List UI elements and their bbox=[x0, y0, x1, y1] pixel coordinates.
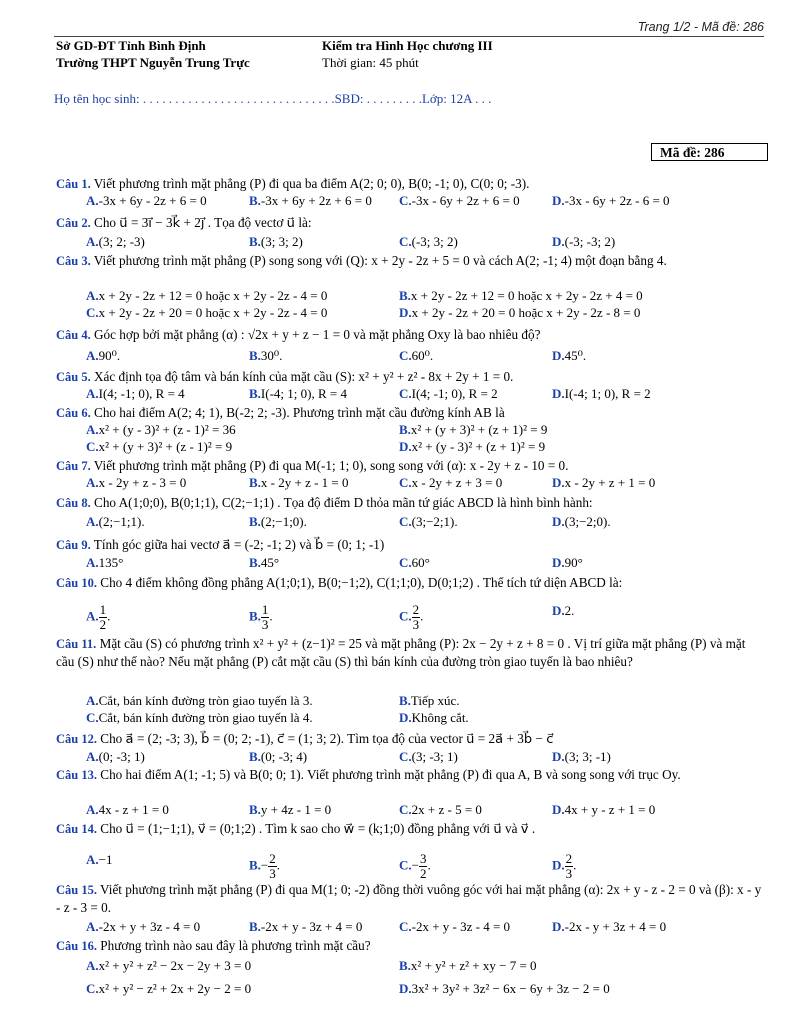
option-b[interactable] bbox=[249, 603, 273, 632]
option-letter: A. bbox=[86, 288, 99, 303]
student-info-line: Họ tên học sinh: . . . . . . . . . . . . . . . . . . . . . . . . . . . . . .SBD: . . . . . . . . .Lớp: 12A . . . bbox=[54, 91, 492, 106]
option-text: x² + y² + z² − 2x − 2y + 3 = 0 bbox=[98, 958, 252, 973]
header-rule bbox=[54, 36, 764, 37]
option-c[interactable] bbox=[399, 386, 498, 402]
option-letter: C. bbox=[399, 555, 412, 570]
option-letter: C. bbox=[86, 981, 99, 996]
option-text: 4x + y - z + 1 = 0 bbox=[564, 802, 656, 817]
option-d[interactable] bbox=[552, 234, 615, 250]
option-text: (0; -3; 1) bbox=[98, 749, 145, 764]
question-number: Câu 11. bbox=[56, 637, 97, 651]
question-14 bbox=[56, 820, 766, 838]
option-c[interactable] bbox=[86, 305, 327, 321]
option-letter: D. bbox=[552, 514, 565, 529]
option-letter: D. bbox=[552, 749, 565, 764]
option-a[interactable] bbox=[86, 288, 327, 304]
denominator: 2 bbox=[99, 617, 107, 632]
fraction bbox=[565, 851, 577, 881]
question-1 bbox=[56, 175, 766, 193]
fraction bbox=[268, 852, 277, 881]
option-text: 2x + z - 5 = 0 bbox=[411, 802, 482, 817]
option-d[interactable] bbox=[552, 386, 651, 402]
numerator: 2 bbox=[269, 851, 276, 866]
option-letter: D. bbox=[399, 981, 412, 996]
fraction-dot: . bbox=[573, 857, 577, 873]
option-letter: A. bbox=[86, 475, 99, 490]
question-number: Câu 12. bbox=[56, 732, 97, 746]
option-c[interactable] bbox=[399, 475, 502, 491]
option-letter: B. bbox=[249, 919, 261, 934]
option-letter: A. bbox=[86, 234, 99, 249]
option-letter: A. bbox=[86, 386, 99, 401]
question-text: Mặt cầu (S) có phương trình x² + y² + (z−1)² = 25 và mặt phẳng (P): 2x − 2y + z + 8 = 0 . Vị trí giữa mặt phẳng (P) và mặt cầu (S) như thế nào? Nếu mặt phẳng (P) cắt mặt cầu (S) thì bán kính của đường tròn giao tuyến là bao nhiêu? bbox=[56, 636, 746, 669]
option-letter: C. bbox=[399, 475, 412, 490]
option-letter: B. bbox=[249, 386, 261, 401]
option-letter: B. bbox=[249, 514, 261, 529]
question-text: Góc hợp bởi mặt phẳng (α) : √2x + y + z − 1 = 0 và mặt phẳng Oxy là bao nhiêu độ? bbox=[94, 327, 541, 342]
option-letter: A. bbox=[86, 958, 99, 973]
option-a[interactable] bbox=[86, 386, 185, 402]
option-text: x² + (y + 3)² + (z + 1)² = 9 bbox=[410, 422, 548, 437]
option-text: Cắt, bán kính đường tròn giao tuyến là 4. bbox=[98, 710, 313, 725]
option-d[interactable] bbox=[552, 919, 666, 935]
option-letter: C. bbox=[399, 802, 412, 817]
denominator: 3 bbox=[269, 866, 276, 881]
answer-options bbox=[86, 981, 766, 998]
option-text: 3x² + 3y² + 3z² − 6x − 6y + 3z − 2 = 0 bbox=[411, 981, 610, 996]
option-letter: D. bbox=[552, 555, 565, 570]
option-text: 45⁰. bbox=[564, 348, 587, 363]
option-text: 90° bbox=[564, 555, 583, 570]
fraction-dot: . bbox=[107, 608, 111, 624]
option-text: x + 2y - 2z + 20 = 0 hoặc x + 2y - 2z - 4 = 0 bbox=[98, 305, 328, 320]
answer-options bbox=[86, 234, 766, 251]
option-letter: C. bbox=[86, 439, 99, 454]
option-text: I(4; -1; 0), R = 2 bbox=[411, 386, 498, 401]
exam-code-box: Mã đề: 286 bbox=[651, 143, 768, 161]
option-letter: D. bbox=[552, 919, 565, 934]
option-letter: B. bbox=[249, 193, 261, 208]
option-d[interactable] bbox=[552, 555, 583, 571]
question-number: Câu 15. bbox=[56, 883, 97, 897]
question-number: Câu 3. bbox=[56, 254, 91, 268]
option-letter: B. bbox=[249, 555, 261, 570]
answer-options bbox=[86, 958, 766, 975]
question-text: Xác định tọa độ tâm và bán kính của mặt cầu (S): x² + y² + z² - 8x + 2y + 1 = 0. bbox=[94, 369, 514, 384]
question-text: Cho u⃗ = 3i⃗ − 3k⃗ + 2j⃗ . Tọa độ vectơ u⃗ là: bbox=[94, 215, 312, 230]
option-b[interactable] bbox=[399, 693, 460, 709]
option-d[interactable] bbox=[399, 439, 545, 455]
option-text: x - 2y + z + 1 = 0 bbox=[564, 475, 656, 490]
question-16 bbox=[56, 937, 766, 955]
option-text: 30⁰. bbox=[260, 348, 283, 363]
question-2 bbox=[56, 214, 766, 232]
option-text: I(-4; 1; 0), R = 2 bbox=[564, 386, 651, 401]
option-text: x - 2y + z - 3 = 0 bbox=[98, 475, 187, 490]
question-text: Viết phương trình mặt phẳng (P) song song với (Q): x + 2y - 2z + 5 = 0 và cách A(2; -1; 4) một đoạn bằng 4. bbox=[93, 253, 667, 268]
option-a[interactable] bbox=[86, 555, 123, 571]
option-text: (3; 2; -3) bbox=[98, 234, 145, 249]
exam-title: Kiểm tra Hình Học chương III bbox=[322, 38, 493, 53]
question-text: Cho A(1;0;0), B(0;1;1), C(2;−1;1) . Tọa độ điểm D thỏa mãn tứ giác ABCD là hình bình hành: bbox=[94, 495, 593, 510]
option-a[interactable] bbox=[86, 693, 313, 709]
fraction-dot: . bbox=[276, 857, 281, 873]
option-letter: B. bbox=[399, 958, 411, 973]
option-letter: A. bbox=[86, 608, 99, 624]
option-c[interactable] bbox=[399, 749, 458, 765]
option-letter: D. bbox=[552, 603, 565, 618]
option-letter: B. bbox=[399, 288, 411, 303]
question-10 bbox=[56, 574, 766, 592]
option-letter: C. bbox=[86, 710, 99, 725]
option-text: Tiếp xúc. bbox=[410, 693, 460, 708]
option-sign: − bbox=[260, 857, 269, 873]
question-13 bbox=[56, 766, 766, 784]
option-letter: C. bbox=[399, 919, 412, 934]
option-letter: B. bbox=[249, 857, 261, 873]
option-letter: A. bbox=[86, 555, 99, 570]
option-text: 2. bbox=[564, 603, 575, 618]
answer-options bbox=[86, 386, 766, 403]
option-b[interactable] bbox=[249, 555, 279, 571]
question-text: Viết phương trình mặt phẳng (P) đi qua M(-1; 1; 0), song song với (α): x - 2y + z - 10 = 0. bbox=[93, 458, 569, 473]
option-letter: B. bbox=[249, 348, 261, 363]
answer-options bbox=[86, 555, 766, 572]
option-letter: D. bbox=[399, 439, 412, 454]
option-a[interactable] bbox=[86, 475, 186, 491]
option-text: (3;−2;1). bbox=[411, 514, 458, 529]
exam-duration: Thời gian: 45 phút bbox=[322, 55, 419, 70]
option-letter: C. bbox=[399, 193, 412, 208]
fraction bbox=[412, 602, 424, 632]
option-b[interactable] bbox=[399, 422, 547, 438]
option-text: -2x + y + 3z - 4 = 0 bbox=[98, 919, 201, 934]
option-letter: A. bbox=[86, 802, 99, 817]
question-number: Câu 16. bbox=[56, 939, 97, 953]
option-d[interactable] bbox=[399, 305, 640, 321]
question-number: Câu 2. bbox=[56, 216, 91, 230]
option-letter: D. bbox=[552, 348, 565, 363]
option-text: (3; 3; -1) bbox=[564, 749, 611, 764]
option-letter: B. bbox=[399, 693, 411, 708]
option-text: 60⁰. bbox=[411, 348, 434, 363]
option-d[interactable] bbox=[552, 475, 655, 491]
option-c[interactable] bbox=[86, 439, 232, 455]
option-letter: C. bbox=[86, 305, 99, 320]
option-c[interactable] bbox=[399, 802, 482, 818]
option-letter: A. bbox=[86, 852, 99, 867]
option-c[interactable] bbox=[399, 919, 510, 935]
question-7 bbox=[56, 457, 766, 475]
option-letter: D. bbox=[399, 710, 412, 725]
option-text: 4x - z + 1 = 0 bbox=[98, 802, 169, 817]
question-text: Tính góc giữa hai vectơ a⃗ = (-2; -1; 2) và b⃗ = (0; 1; -1) bbox=[93, 537, 385, 552]
option-b[interactable] bbox=[249, 514, 307, 530]
fraction bbox=[99, 602, 111, 632]
option-a[interactable] bbox=[86, 348, 120, 364]
answer-options bbox=[86, 710, 766, 727]
denominator: 2 bbox=[419, 866, 427, 881]
option-letter: C. bbox=[399, 386, 412, 401]
option-c[interactable] bbox=[399, 603, 423, 632]
page-header: Trang 1/2 - Mã đề: 286 bbox=[637, 20, 764, 34]
question-15 bbox=[56, 881, 766, 916]
department: Sở GD-ĐT Tỉnh Bình Định bbox=[56, 38, 206, 53]
option-text: (2;−1;1). bbox=[98, 514, 145, 529]
question-number: Câu 5. bbox=[56, 370, 91, 384]
option-letter: A. bbox=[86, 749, 99, 764]
option-letter: B. bbox=[249, 608, 261, 624]
question-number: Câu 13. bbox=[56, 768, 97, 782]
option-c[interactable] bbox=[86, 710, 313, 726]
option-c[interactable] bbox=[399, 514, 458, 530]
denominator: 3 bbox=[565, 866, 573, 881]
option-a[interactable] bbox=[86, 958, 251, 974]
option-letter: D. bbox=[552, 193, 565, 208]
option-letter: A. bbox=[86, 514, 99, 529]
denominator: 3 bbox=[261, 617, 269, 632]
option-d[interactable] bbox=[552, 802, 655, 818]
numerator: 3 bbox=[419, 851, 427, 866]
numerator: 2 bbox=[412, 602, 420, 617]
question-number: Câu 8. bbox=[56, 496, 91, 510]
option-text: Cắt, bán kính đường tròn giao tuyến là 3. bbox=[98, 693, 313, 708]
option-d[interactable] bbox=[552, 603, 574, 619]
question-text: Cho a⃗ = (2; -3; 3), b⃗ = (0; 2; -1), c⃗ = (1; 3; 2). Tìm tọa độ của vector u⃗ = 2a⃗ + 3b⃗ − c⃗ bbox=[100, 731, 554, 746]
question-number: Câu 10. bbox=[56, 576, 97, 590]
question-text: Cho 4 điểm không đồng phẳng A(1;0;1), B(0;−1;2), C(1;1;0), D(0;1;2) . Thể tích tứ diện ABCD là: bbox=[100, 575, 623, 590]
option-letter: B. bbox=[249, 749, 261, 764]
option-text: 135° bbox=[98, 555, 124, 570]
question-text: Cho hai điểm A(1; -1; 5) và B(0; 0; 1). Viết phương trình mặt phẳng (P) đi qua A, B và song song với trục Oy. bbox=[100, 767, 681, 782]
answer-options bbox=[86, 802, 766, 819]
fraction-dot: . bbox=[269, 608, 273, 624]
answer-options bbox=[86, 693, 766, 710]
question-text: Cho u⃗ = (1;−1;1), v⃗ = (0;1;2) . Tìm k sao cho w⃗ = (k;1;0) đồng phẳng với u⃗ và v⃗ . bbox=[100, 821, 536, 836]
option-text: x + 2y - 2z + 12 = 0 hoặc x + 2y - 2z + 4 = 0 bbox=[410, 288, 643, 303]
option-c[interactable] bbox=[399, 555, 430, 571]
option-text: 45° bbox=[260, 555, 280, 570]
option-text: (3; 3; 2) bbox=[260, 234, 303, 249]
option-text: (3;−2;0). bbox=[564, 514, 611, 529]
option-letter: C. bbox=[399, 348, 412, 363]
option-c[interactable] bbox=[399, 348, 433, 364]
option-letter: C. bbox=[399, 608, 412, 624]
option-b[interactable] bbox=[249, 749, 307, 765]
option-a[interactable] bbox=[86, 852, 112, 868]
option-text: (0; -3; 4) bbox=[260, 749, 308, 764]
option-b[interactable] bbox=[399, 288, 643, 304]
option-a[interactable] bbox=[86, 802, 169, 818]
option-letter: A. bbox=[86, 193, 99, 208]
option-text: I(-4; 1; 0), R = 4 bbox=[260, 386, 347, 401]
option-b[interactable] bbox=[249, 475, 349, 491]
option-c[interactable] bbox=[86, 981, 251, 997]
option-text: x + 2y - 2z + 20 = 0 hoặc x + 2y - 2z - 8 = 0 bbox=[411, 305, 641, 320]
option-a[interactable] bbox=[86, 422, 236, 438]
option-letter: A. bbox=[86, 422, 99, 437]
fraction-dot: . bbox=[420, 608, 424, 624]
option-text: x² + (y - 3)² + (z - 1)² = 36 bbox=[98, 422, 236, 437]
option-text: x² + y² + z² + xy − 7 = 0 bbox=[410, 958, 537, 973]
option-b[interactable] bbox=[399, 958, 537, 974]
option-letter: A. bbox=[86, 919, 99, 934]
option-text: (2;−1;0). bbox=[260, 514, 307, 529]
option-b[interactable] bbox=[249, 348, 282, 364]
option-text: -2x + y - 3z + 4 = 0 bbox=[260, 919, 363, 934]
option-d[interactable] bbox=[399, 981, 610, 997]
option-letter: D. bbox=[552, 857, 565, 873]
option-text: -3x + 6y + 2z + 6 = 0 bbox=[260, 193, 372, 208]
question-text: Viết phương trình mặt phẳng (P) đi qua ba điểm A(2; 0; 0), B(0; -1; 0), C(0; 0; -3). bbox=[93, 176, 530, 191]
option-letter: A. bbox=[86, 348, 99, 363]
option-b[interactable] bbox=[249, 852, 280, 881]
option-letter: A. bbox=[86, 693, 99, 708]
numerator: 1 bbox=[261, 602, 269, 617]
question-6 bbox=[56, 404, 766, 422]
option-letter: C. bbox=[399, 514, 412, 529]
question-8 bbox=[56, 494, 766, 512]
answer-options bbox=[86, 348, 766, 365]
option-text: -3x - 6y + 2z + 6 = 0 bbox=[411, 193, 520, 208]
option-b[interactable] bbox=[249, 386, 347, 402]
answer-options bbox=[86, 749, 766, 766]
option-letter: B. bbox=[399, 422, 411, 437]
option-d[interactable] bbox=[399, 710, 469, 726]
question-number: Câu 6. bbox=[56, 406, 91, 420]
option-text: I(4; -1; 0), R = 4 bbox=[98, 386, 185, 401]
option-text: −1 bbox=[98, 852, 113, 867]
option-text: -2x + y - 3z - 4 = 0 bbox=[411, 919, 511, 934]
option-d[interactable] bbox=[552, 348, 586, 364]
option-text: x² + y² − z² + 2x + 2y − 2 = 0 bbox=[98, 981, 252, 996]
option-text: (-3; -3; 2) bbox=[564, 234, 616, 249]
option-letter: D. bbox=[552, 475, 565, 490]
answer-options bbox=[86, 305, 766, 322]
answer-options bbox=[86, 514, 766, 531]
option-a[interactable] bbox=[86, 234, 145, 250]
option-text: x² + (y - 3)² + (z + 1)² = 9 bbox=[411, 439, 546, 454]
question-9 bbox=[56, 536, 766, 554]
option-a[interactable] bbox=[86, 193, 207, 209]
fraction-dot: . bbox=[427, 857, 431, 873]
answer-options bbox=[86, 288, 766, 305]
option-text: x - 2y + z - 1 = 0 bbox=[260, 475, 349, 490]
option-b[interactable] bbox=[249, 193, 372, 209]
school-name: Trường THPT Nguyễn Trung Trực bbox=[56, 55, 250, 70]
answer-options bbox=[86, 439, 766, 456]
question-12 bbox=[56, 730, 766, 748]
option-b[interactable] bbox=[249, 234, 303, 250]
option-c[interactable] bbox=[399, 234, 458, 250]
option-sign: − bbox=[411, 857, 419, 873]
answer-options bbox=[86, 919, 766, 936]
option-letter: C. bbox=[399, 857, 412, 873]
option-text: -2x - y + 3z + 4 = 0 bbox=[564, 919, 667, 934]
option-text: x² + (y + 3)² + (z - 1)² = 9 bbox=[98, 439, 233, 454]
question-text: Viết phương trình mặt phẳng (P) đi qua M(1; 0; -2) đồng thời vuông góc với hai mặt phẳng (α): 2x + y - z - 2 = 0 và (β): x - y - z - 3 = 0. bbox=[56, 882, 762, 915]
option-d[interactable] bbox=[552, 193, 670, 209]
option-a[interactable] bbox=[86, 919, 200, 935]
option-letter: D. bbox=[552, 802, 565, 817]
question-number: Câu 4. bbox=[56, 328, 91, 342]
numerator: 1 bbox=[99, 602, 107, 617]
answer-options bbox=[86, 422, 766, 439]
option-a[interactable] bbox=[86, 514, 145, 530]
option-b[interactable] bbox=[249, 919, 362, 935]
option-c[interactable] bbox=[399, 193, 520, 209]
option-text: (3; -3; 1) bbox=[411, 749, 458, 764]
option-text: x - 2y + z + 3 = 0 bbox=[411, 475, 503, 490]
option-letter: B. bbox=[249, 802, 261, 817]
question-number: Câu 14. bbox=[56, 822, 97, 836]
answer-options bbox=[86, 851, 766, 881]
option-text: y + 4z - 1 = 0 bbox=[260, 802, 332, 817]
option-d[interactable] bbox=[552, 852, 576, 881]
question-number: Câu 9. bbox=[56, 538, 91, 552]
denominator: 3 bbox=[412, 617, 420, 632]
option-text: 90⁰. bbox=[98, 348, 121, 363]
option-letter: B. bbox=[249, 234, 261, 249]
numerator: 2 bbox=[565, 851, 573, 866]
option-text: (-3; 3; 2) bbox=[411, 234, 458, 249]
option-letter: D. bbox=[552, 234, 565, 249]
answer-options bbox=[86, 193, 766, 210]
question-number: Câu 1. bbox=[56, 177, 91, 191]
option-text: Không cắt. bbox=[411, 710, 469, 725]
option-c[interactable] bbox=[399, 852, 431, 881]
option-text: 60° bbox=[411, 555, 430, 570]
option-text: -3x + 6y - 2z + 6 = 0 bbox=[98, 193, 207, 208]
option-d[interactable] bbox=[552, 749, 611, 765]
option-b[interactable] bbox=[249, 802, 331, 818]
option-text: x + 2y - 2z + 12 = 0 hoặc x + 2y - 2z - 4 = 0 bbox=[98, 288, 328, 303]
option-letter: C. bbox=[399, 749, 412, 764]
question-text: Cho hai điểm A(2; 4; 1), B(-2; 2; -3). Phương trình mặt cầu đường kính AB là bbox=[94, 405, 505, 420]
question-5 bbox=[56, 368, 766, 386]
question-11 bbox=[56, 635, 766, 670]
option-a[interactable] bbox=[86, 603, 110, 632]
option-d[interactable] bbox=[552, 514, 611, 530]
answer-options bbox=[86, 475, 766, 492]
question-number: Câu 7. bbox=[56, 459, 91, 473]
option-letter: C. bbox=[399, 234, 412, 249]
option-a[interactable] bbox=[86, 749, 145, 765]
option-letter: D. bbox=[552, 386, 565, 401]
question-text: Phương trình nào sau đây là phương trình mặt cầu? bbox=[100, 938, 371, 953]
answer-options bbox=[86, 602, 766, 632]
question-3 bbox=[56, 252, 766, 270]
question-4 bbox=[56, 326, 766, 344]
option-letter: B. bbox=[249, 475, 261, 490]
option-letter: D. bbox=[399, 305, 412, 320]
option-text: -3x - 6y + 2z - 6 = 0 bbox=[564, 193, 670, 208]
